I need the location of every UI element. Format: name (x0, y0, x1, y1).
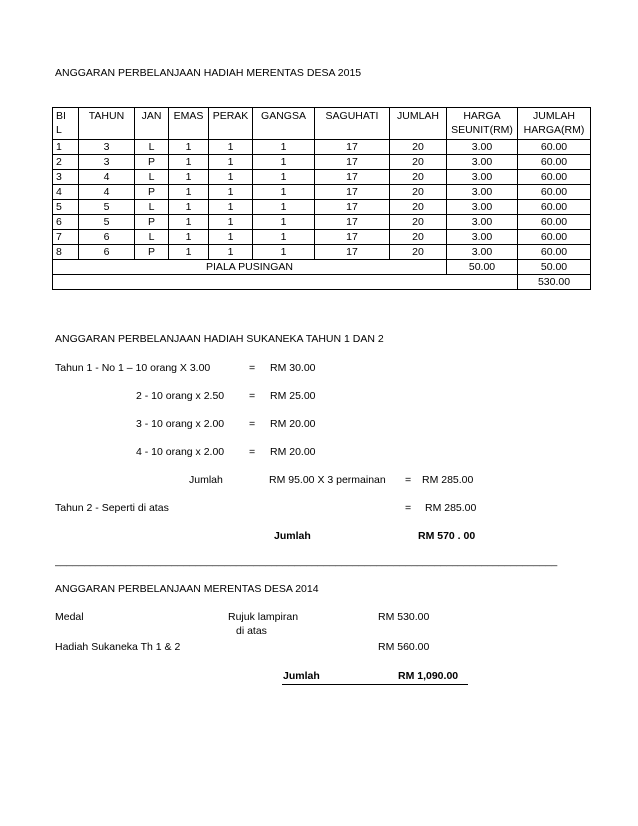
table-cell: 6 (53, 215, 79, 230)
column-header (209, 108, 253, 140)
summary-total-amount: RM 1,090.00 (398, 670, 459, 682)
table-cell: 1 (253, 230, 315, 245)
summary-2014-title: ANGGARAN PERBELANJAAN MERENTAS DESA 2014 (55, 583, 319, 595)
column-header-line2: HARGA(RM) (523, 124, 585, 136)
equals-sign: = (249, 362, 256, 374)
table-cell: 60.00 (518, 245, 591, 260)
table-cell: 3.00 (447, 140, 518, 155)
table-cell: L (135, 230, 169, 245)
table-cell: 1 (209, 200, 253, 215)
table-header-row (53, 108, 591, 140)
sukaneka-total-label: Jumlah (274, 530, 311, 542)
table-row (53, 200, 591, 215)
tahun1-line1-amount: RM 30.00 (270, 362, 316, 374)
table-cell: 60.00 (518, 185, 591, 200)
table-cell: 1 (253, 200, 315, 215)
table-cell: 17 (315, 155, 390, 170)
table-cell: P (135, 155, 169, 170)
table-cell: 1 (209, 215, 253, 230)
table-row (53, 215, 591, 230)
tahun1-line2-desc: 2 - 10 orang x 2.50 (136, 390, 225, 402)
table-cell: 1 (253, 170, 315, 185)
table-cell: L (135, 140, 169, 155)
hadiah-sukaneka-amount: RM 560.00 (378, 641, 430, 653)
tahun1-line4-amount: RM 20.00 (270, 446, 316, 458)
table-cell: P (135, 245, 169, 260)
equals-sign: = (249, 390, 256, 402)
table-cell: 1 (53, 140, 79, 155)
column-header-line1: SAGUHATI (325, 110, 379, 122)
table-row (53, 185, 591, 200)
table-cell: 20 (390, 200, 447, 215)
table-cell: 1 (253, 215, 315, 230)
table-cell: 20 (390, 215, 447, 230)
table-cell: 1 (169, 170, 209, 185)
tahun1-jumlah-amount: RM 285.00 (422, 474, 474, 486)
table-cell: 5 (79, 200, 135, 215)
table-row (53, 230, 591, 245)
budget-table (52, 107, 591, 290)
table-row (53, 245, 591, 260)
tahun1-line2-amount: RM 25.00 (270, 390, 316, 402)
table-cell: 6 (79, 245, 135, 260)
table-cell: 17 (315, 245, 390, 260)
table-cell: 17 (315, 200, 390, 215)
column-header-line1: TAHUN (88, 110, 125, 122)
column-header-line1: JUMLAH (532, 110, 575, 122)
tahun2-amount: RM 285.00 (425, 502, 477, 514)
table-cell: 6 (79, 230, 135, 245)
column-header (315, 108, 390, 140)
tahun2-desc: Tahun 2 - Seperti di atas (55, 502, 169, 514)
piala-total: 50.00 (518, 260, 591, 275)
table-row (53, 140, 591, 155)
table-cell: 1 (209, 245, 253, 260)
table-cell: P (135, 185, 169, 200)
table-cell: 3.00 (447, 215, 518, 230)
table-cell: 2 (53, 155, 79, 170)
tahun1-jumlah-label: Jumlah (189, 474, 223, 486)
column-header (518, 108, 591, 140)
tahun1-line1-desc: Tahun 1 - No 1 – 10 orang X 3.00 (55, 362, 211, 374)
grand-total-spacer (53, 275, 518, 290)
table-cell: 3.00 (447, 155, 518, 170)
table-cell: 3.00 (447, 245, 518, 260)
table-cell: 60.00 (518, 170, 591, 185)
table-cell: 1 (209, 155, 253, 170)
table-cell: 3.00 (447, 230, 518, 245)
table-cell: 8 (53, 245, 79, 260)
sukaneka-title: ANGGARAN PERBELANJAAN HADIAH SUKANEKA TAHUN 1 DAN 2 (55, 333, 384, 345)
table-cell: 1 (169, 230, 209, 245)
column-header-line1: PERAK (212, 110, 249, 122)
table-cell: 5 (53, 200, 79, 215)
table-cell: 20 (390, 170, 447, 185)
column-header-line1: BI (56, 110, 66, 122)
column-header-line2: SEUNIT(RM) (451, 124, 513, 136)
table-cell: 1 (169, 215, 209, 230)
table-cell: 4 (53, 185, 79, 200)
column-header-line1: JUMLAH (396, 110, 439, 122)
table-cell: L (135, 200, 169, 215)
tahun1-line4-desc: 4 - 10 orang x 2.00 (136, 446, 225, 458)
table-cell: 1 (209, 140, 253, 155)
piala-label: PIALA PUSINGAN (53, 260, 447, 275)
table-cell: 17 (315, 170, 390, 185)
piala-row (53, 260, 591, 275)
column-header (253, 108, 315, 140)
equals-sign: = (405, 474, 412, 486)
column-header-line1: GANGSA (261, 110, 306, 122)
table-cell: 5 (79, 215, 135, 230)
table-cell: 60.00 (518, 230, 591, 245)
table-row (53, 155, 591, 170)
table-cell: 1 (169, 140, 209, 155)
table-cell: P (135, 215, 169, 230)
table-cell: 3.00 (447, 170, 518, 185)
table-cell: 20 (390, 230, 447, 245)
table-cell: 4 (79, 170, 135, 185)
column-header (135, 108, 169, 140)
hadiah-sukaneka-label: Hadiah Sukaneka Th 1 & 2 (55, 641, 181, 653)
page-title: ANGGARAN PERBELANJAAN HADIAH MERENTAS DESA 2015 (55, 67, 362, 79)
tahun1-jumlah-calc: RM 95.00 X 3 permainan (269, 474, 386, 486)
tahun1-line3-desc: 3 - 10 orang x 2.00 (136, 418, 225, 430)
table-cell: 1 (253, 140, 315, 155)
medal-ref-line2: di atas (236, 625, 267, 637)
table-cell: 1 (209, 170, 253, 185)
column-header (169, 108, 209, 140)
table-cell: 20 (390, 245, 447, 260)
column-header (390, 108, 447, 140)
table-cell: 7 (53, 230, 79, 245)
column-header-line1: HARGA (463, 110, 501, 122)
table-cell: 1 (253, 245, 315, 260)
medal-ref-line1: Rujuk lampiran (228, 611, 299, 623)
sukaneka-total-amount: RM 570 . 00 (418, 530, 476, 542)
column-header-line1: EMAS (173, 110, 204, 122)
table-cell: 4 (79, 185, 135, 200)
summary-total-label: Jumlah (283, 670, 320, 682)
column-header (447, 108, 518, 140)
table-cell: 60.00 (518, 140, 591, 155)
table-cell: 1 (169, 185, 209, 200)
table-cell: 3.00 (447, 200, 518, 215)
table-cell: 17 (315, 230, 390, 245)
tahun1-line3-amount: RM 20.00 (270, 418, 316, 430)
table-cell: 17 (315, 215, 390, 230)
table-cell: 3 (79, 140, 135, 155)
table-cell: 1 (169, 200, 209, 215)
table-cell: 17 (315, 185, 390, 200)
column-header (53, 108, 79, 140)
medal-amount: RM 530.00 (378, 611, 430, 623)
table-cell: 20 (390, 155, 447, 170)
table-cell: 1 (209, 185, 253, 200)
table-cell: 17 (315, 140, 390, 155)
table-cell: 60.00 (518, 155, 591, 170)
table-cell: 1 (253, 185, 315, 200)
table-cell: 1 (209, 230, 253, 245)
column-header-line1: JAN (141, 110, 162, 122)
table-cell: 3.00 (447, 185, 518, 200)
grand-total-value: 530.00 (518, 275, 591, 290)
table-cell: L (135, 170, 169, 185)
piala-unit-price: 50.00 (447, 260, 518, 275)
table-cell: 20 (390, 140, 447, 155)
equals-sign: = (249, 446, 256, 458)
table-cell: 1 (253, 155, 315, 170)
equals-sign: = (405, 502, 412, 514)
table-cell: 1 (169, 155, 209, 170)
equals-sign: = (249, 418, 256, 430)
medal-label: Medal (55, 611, 84, 623)
grand-total-row (53, 275, 591, 290)
table-cell: 60.00 (518, 200, 591, 215)
table-cell: 1 (169, 245, 209, 260)
column-header (79, 108, 135, 140)
table-cell: 20 (390, 185, 447, 200)
table-cell: 60.00 (518, 215, 591, 230)
separator-line: ______________________________________________________________________________________ (55, 555, 558, 567)
table-row (53, 170, 591, 185)
column-header-line2: L (56, 124, 62, 136)
table-cell: 3 (79, 155, 135, 170)
table-cell: 3 (53, 170, 79, 185)
